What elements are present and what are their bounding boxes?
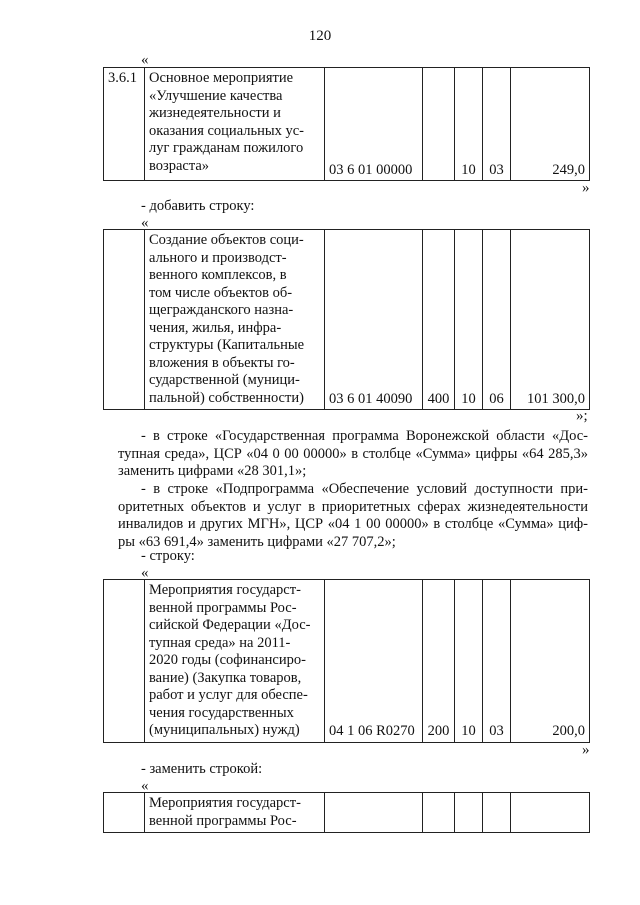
pr-code: 03: [483, 68, 511, 181]
desc-line: пальной) собственности): [149, 389, 304, 406]
budget-table-row-3-6-1: [103, 67, 590, 181]
open-quote: «: [141, 778, 149, 794]
desc-line: Создание объектов соци-: [149, 232, 304, 248]
rz-code: [455, 793, 483, 833]
paragraph-line: - в строке «Государственная программа Воронежской области «Дос-: [141, 428, 588, 444]
close-quote: »: [582, 742, 590, 758]
desc-line: вложения в объекты го-: [149, 354, 295, 371]
row-description: [145, 68, 325, 181]
sum-value: 200,0: [511, 580, 590, 743]
table-row: [104, 580, 590, 743]
replace-label: - заменить строкой:: [141, 761, 263, 777]
row-index: [104, 580, 145, 743]
pr-code: [483, 793, 511, 833]
desc-line: луг гражданам пожилого: [149, 140, 304, 156]
open-quote: «: [141, 215, 149, 231]
table-row: [104, 68, 590, 181]
desc-line: Основное мероприятие: [149, 70, 294, 86]
csr-code: 03 6 01 40090: [325, 230, 423, 410]
desc-line: жизнедеятельности и: [149, 105, 281, 121]
budget-table-old-row: [103, 579, 590, 743]
row-label: - строку:: [141, 548, 195, 564]
desc-line: Мероприятия государст-: [149, 795, 301, 811]
budget-table-replacement-row: [103, 792, 590, 833]
open-quote: «: [141, 565, 149, 581]
csr-code: 03 6 01 00000: [325, 68, 423, 181]
table-row: [104, 230, 590, 410]
desc-line: «Улучшение качества: [149, 87, 283, 104]
row-description: [145, 793, 325, 833]
csr-code: 04 1 06 R0270: [325, 580, 423, 743]
desc-line: структуры (Капитальные: [149, 337, 305, 353]
desc-line: венной программы Рос-: [149, 812, 297, 829]
sum-value: [511, 793, 590, 833]
paragraph-line: инвалидов и других МГН», ЦСР «04 1 00 00000» в столбце «Сумма» циф-: [118, 516, 588, 532]
desc-line: чения государственных: [149, 704, 294, 721]
desc-line: ального и производст-: [149, 249, 287, 266]
rz-code: 10: [455, 68, 483, 181]
desc-line: сийской Федерации «Дос-: [149, 617, 311, 633]
desc-line: оказания социальных ус-: [149, 122, 304, 139]
desc-line: вание) (Закупка товаров,: [149, 669, 302, 686]
pr-code: 03: [483, 580, 511, 743]
desc-line: сударственной (муници-: [149, 372, 300, 388]
close-quote: »: [582, 180, 590, 196]
rz-code: 10: [455, 230, 483, 410]
vr-code: 400: [423, 230, 455, 410]
paragraph-1: [118, 428, 588, 481]
table-row: [104, 793, 590, 833]
paragraph-2: [118, 481, 588, 551]
desc-line: том числе объектов об-: [149, 284, 293, 301]
desc-line: щегражданского назна-: [149, 302, 294, 318]
row-index: 3.6.1: [104, 68, 145, 181]
vr-code: [423, 68, 455, 181]
row-description: [145, 230, 325, 410]
desc-line: чения, жилья, инфра-: [149, 319, 282, 336]
desc-line: венного комплексов, в: [149, 267, 287, 283]
budget-table-new-row: [103, 229, 590, 410]
desc-line: (муниципальных) нужд): [149, 722, 300, 738]
rz-code: 10: [455, 580, 483, 743]
row-index: [104, 230, 145, 410]
close-quote-semicolon: »;: [576, 408, 588, 424]
vr-code: [423, 793, 455, 833]
paragraph-line: тупная среда», ЦСР «04 0 00 00000» в столбце «Сумма» цифры «64 285,3»: [118, 445, 588, 462]
desc-line: 2020 годы (софинансиро-: [149, 652, 306, 668]
open-quote: «: [141, 52, 149, 68]
add-row-label: - добавить строку:: [141, 198, 255, 214]
desc-line: работ и услуг для обеспе-: [149, 687, 308, 703]
paragraph-line: - в строке «Подпрограмма «Обеспечение условий доступности при-: [141, 481, 588, 497]
pr-code: 06: [483, 230, 511, 410]
desc-line: венной программы Рос-: [149, 599, 297, 616]
vr-code: 200: [423, 580, 455, 743]
page-number: 120: [308, 28, 332, 44]
paragraph-line: оритетных объектов и услуг в приоритетных сферах жизнедеятельности: [118, 498, 588, 515]
desc-line: тупная среда» на 2011-: [149, 634, 291, 651]
csr-code: [325, 793, 423, 833]
row-index: [104, 793, 145, 833]
paragraph-line: заменить цифрами «28 301,1»;: [118, 463, 307, 479]
desc-line: Мероприятия государст-: [149, 582, 301, 598]
row-description: [145, 580, 325, 743]
sum-value: 101 300,0: [511, 230, 590, 410]
paragraph-line: ры «63 691,4» заменить цифрами «27 707,2»;: [118, 533, 396, 550]
sum-value: 249,0: [511, 68, 590, 181]
desc-line: возраста»: [149, 157, 210, 174]
